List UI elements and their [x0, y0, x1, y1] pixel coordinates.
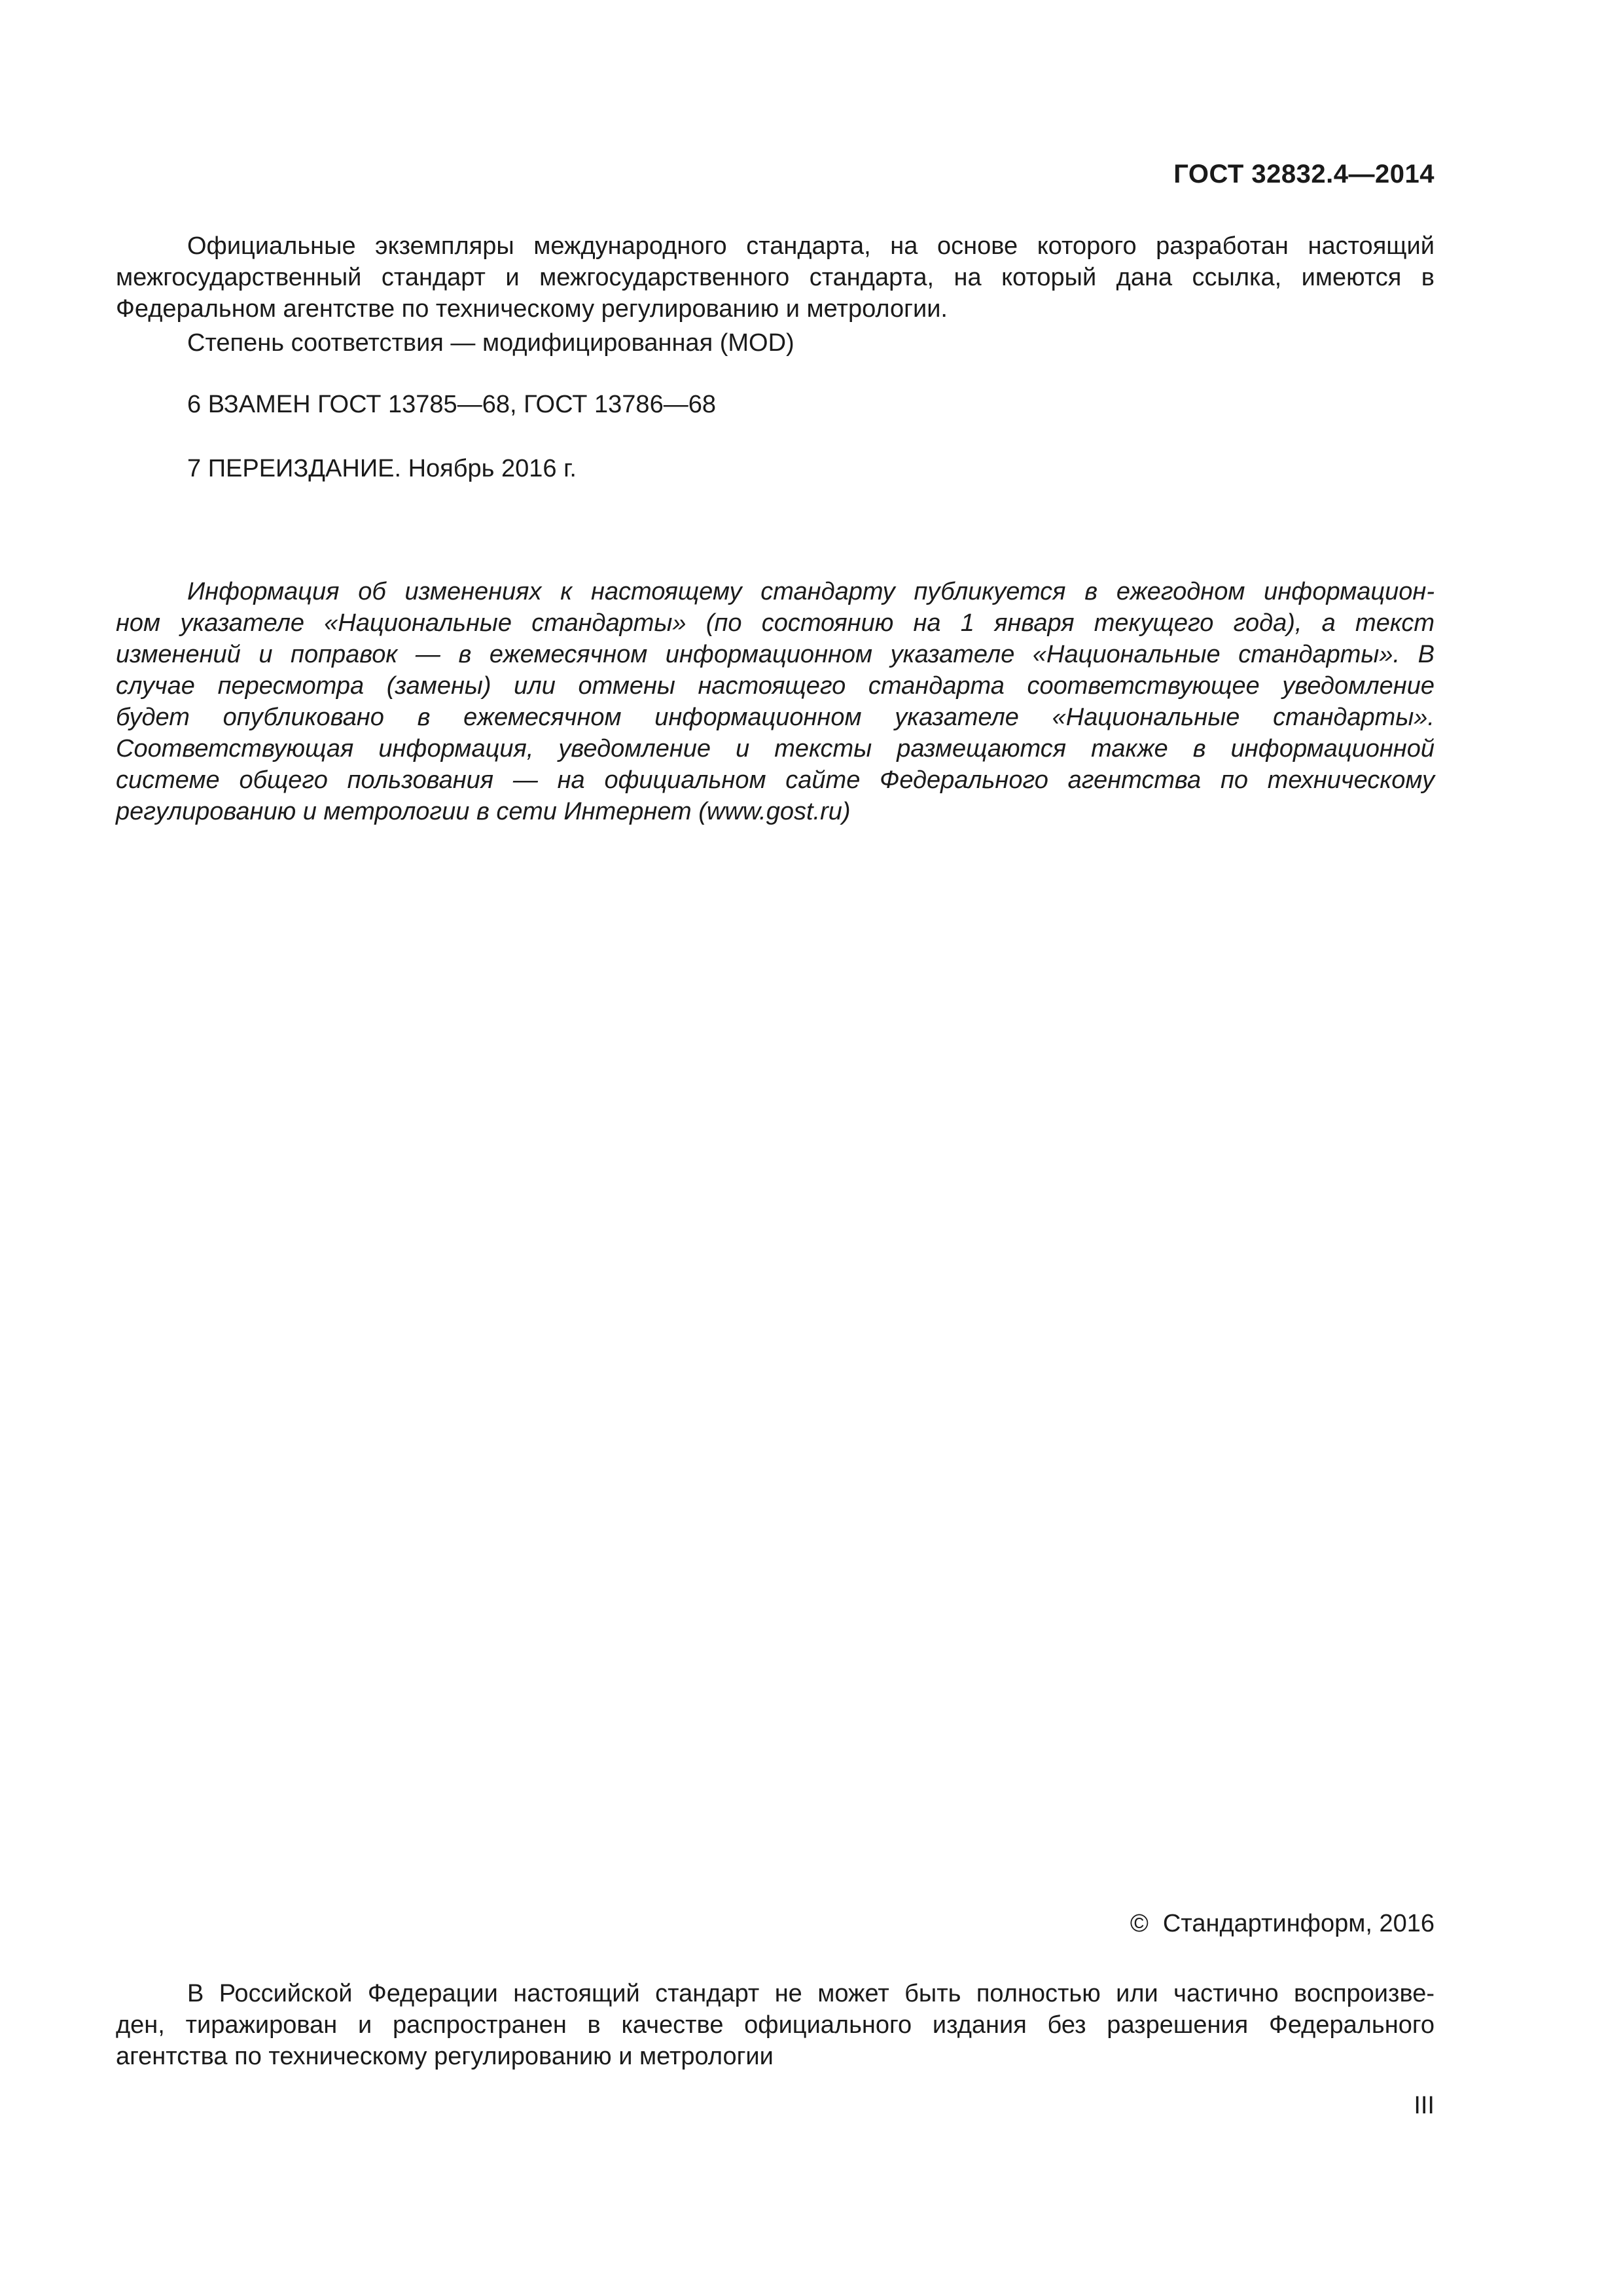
official-copies-paragraph — [116, 230, 1435, 325]
reproduction-line: В Российской Федерации настоящий стандарт не может быть полностью или частично воспроизве- — [187, 1980, 1435, 2007]
official-copies-line: Официальные экземпляры международного стандарта, на основе которого разработан настоящий — [187, 232, 1435, 260]
copyright-text: Стандартинформ, 2016 — [1162, 1910, 1435, 1937]
page-number: III — [1414, 2092, 1435, 2119]
info-line: Информация об изменениях к настоящему стандарту публикуется в ежегодном информацион- — [187, 578, 1435, 605]
info-line: изменений и поправок — в ежемесячном информационном указателе «Национальные стандарты». В — [116, 641, 1435, 668]
changes-information-paragraph — [116, 576, 1435, 827]
reproduction-line: ден, тиражирован и распространен в качестве официального издания без разрешения Федерального — [116, 2011, 1435, 2039]
replaces-standards-item: 6 ВЗАМЕН ГОСТ 13785—68, ГОСТ 13786—68 — [187, 391, 716, 418]
copyright-icon: © — [1130, 1910, 1149, 1937]
copyright-notice — [1130, 1910, 1435, 1938]
conformity-degree: Степень соответствия — модифицированная (MOD) — [187, 329, 794, 357]
official-copies-line: Федеральном агентстве по техническому регулированию и метрологии. — [116, 295, 948, 323]
document-number: ГОСТ 32832.4—2014 — [1173, 160, 1435, 188]
info-line: Соответствующая информация, уведомление и тексты размещаются также в информационной — [116, 735, 1435, 762]
info-line: системе общего пользования — на официальном сайте Федерального агентства по техническому — [116, 766, 1435, 794]
info-line: будет опубликовано в ежемесячном информационном указателе «Национальные стандарты». — [116, 704, 1435, 731]
info-line: ном указателе «Национальные стандарты» (по состоянию на 1 января текущего года), а текст — [116, 609, 1435, 637]
info-line: случае пересмотра (замены) или отмены настоящего стандарта соответствующее уведомление — [116, 672, 1435, 700]
info-line: регулированию и метрологии в сети Интернет (www.gost.ru) — [116, 798, 851, 825]
reproduction-line: агентства по техническому регулированию и метрологии — [116, 2043, 774, 2070]
reproduction-notice-paragraph — [116, 1978, 1435, 2072]
official-copies-line: межгосударственный стандарт и межгосударственного стандарта, на который дана ссылка, имеются в — [116, 264, 1435, 291]
reissue-item: 7 ПЕРЕИЗДАНИЕ. Ноябрь 2016 г. — [187, 455, 577, 482]
